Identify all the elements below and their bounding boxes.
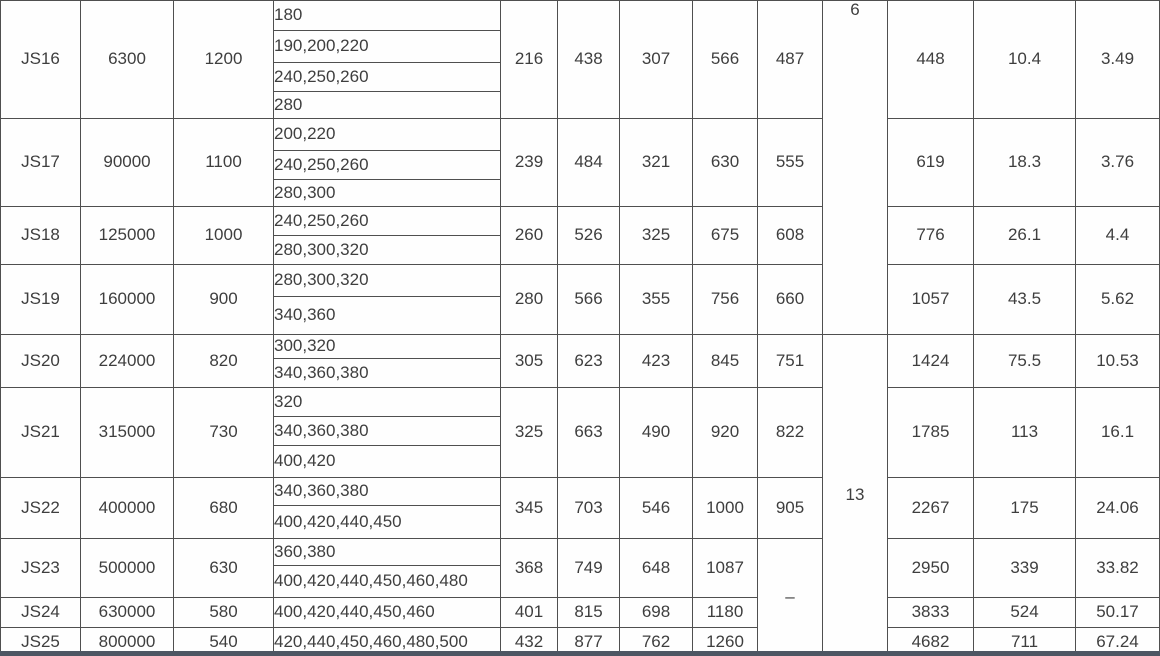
dim-cell: 675 [693,207,758,265]
value-cell: 4.4 [1076,207,1160,265]
value-cell: 4682 [888,628,974,656]
dim-cell: 305 [501,335,558,388]
value-cell: 16.1 [1076,388,1160,478]
bore-cell: 400,420,440,450,460 [274,598,501,628]
dim-cell: 239 [501,119,558,207]
dim-cell: 566 [693,1,758,119]
dim-cell: 749 [558,539,620,598]
value-cell: 1785 [888,388,974,478]
bore-cell: 240,250,260 [274,207,501,236]
dim-cell: 1260 [693,628,758,656]
dim-cell: 566 [558,265,620,335]
gutter-value-cell: 6 [823,1,888,335]
model-cell: JS19 [1,265,81,335]
value-cell: 580 [174,598,274,628]
value-cell: 820 [174,335,274,388]
value-cell: 33.82 [1076,539,1160,598]
bore-cell: 320 [274,388,501,417]
value-cell: 524 [974,598,1076,628]
dim-cell: 660 [758,265,823,335]
value-cell: 540 [174,628,274,656]
value-cell: 67.24 [1076,628,1160,656]
model-cell: JS16 [1,1,81,119]
dim-cell: 546 [620,478,693,539]
dim-cell: 822 [758,388,823,478]
value-cell: 630000 [81,598,174,628]
value-cell: 113 [974,388,1076,478]
value-cell: 339 [974,539,1076,598]
bore-cell: 360,380 [274,539,501,566]
dim-cell: 325 [501,388,558,478]
value-cell: 24.06 [1076,478,1160,539]
value-cell: 1200 [174,1,274,119]
dim-cell: 1000 [693,478,758,539]
value-cell: 448 [888,1,974,119]
bore-cell: 280,300 [274,180,501,207]
dim-cell: 487 [758,1,823,119]
bore-cell: 300,320 [274,335,501,359]
model-cell: JS17 [1,119,81,207]
dim-cell: 368 [501,539,558,598]
value-cell: 619 [888,119,974,207]
dim-cell: 401 [501,598,558,628]
value-cell: 3.76 [1076,119,1160,207]
model-cell: JS18 [1,207,81,265]
dim-cell: 756 [693,265,758,335]
dim-cell: 490 [620,388,693,478]
value-cell: 10.53 [1076,335,1160,388]
value-cell: 630 [174,539,274,598]
dim-cell: 555 [758,119,823,207]
value-cell: 776 [888,207,974,265]
bore-cell: 240,250,260 [274,151,501,180]
value-cell: 711 [974,628,1076,656]
value-cell: 1000 [174,207,274,265]
dim-cell: 608 [758,207,823,265]
dim-cell: 280 [501,265,558,335]
value-cell: 3.49 [1076,1,1160,119]
dim-cell: 845 [693,335,758,388]
dim-cell: 1180 [693,598,758,628]
dim-cell: 648 [620,539,693,598]
dim-cell: 345 [501,478,558,539]
value-cell: 1057 [888,265,974,335]
dim-cell: 325 [620,207,693,265]
bore-cell: 420,440,450,460,480,500 [274,628,501,656]
bore-cell: 280 [274,92,501,119]
bore-cell: 340,360,380 [274,359,501,388]
model-cell: JS22 [1,478,81,539]
dim-cell: 438 [558,1,620,119]
dim-cell: 623 [558,335,620,388]
dim-cell: 526 [558,207,620,265]
bore-cell: 400,420 [274,446,501,478]
model-cell: JS23 [1,539,81,598]
bore-cell: 280,300,320 [274,265,501,297]
dim-cell: 815 [558,598,620,628]
dim-cell: 484 [558,119,620,207]
model-cell: JS25 [1,628,81,656]
value-cell: 315000 [81,388,174,478]
dim-cell: 698 [620,598,693,628]
model-cell: JS24 [1,598,81,628]
value-cell: 175 [974,478,1076,539]
value-cell: 400000 [81,478,174,539]
value-cell: 2267 [888,478,974,539]
value-cell: 5.62 [1076,265,1160,335]
value-cell: 900 [174,265,274,335]
dim-cell: 703 [558,478,620,539]
gutter-value-cell: 13 [823,335,888,656]
table-bottom-border [0,651,1160,656]
model-cell: JS21 [1,388,81,478]
bore-cell: 180 [274,1,501,31]
dim-cell: 216 [501,1,558,119]
bore-cell: 340,360 [274,297,501,335]
value-cell: 680 [174,478,274,539]
dim-cell: 423 [620,335,693,388]
dim-cell: 751 [758,335,823,388]
dim-cell: 321 [620,119,693,207]
value-cell: 2950 [888,539,974,598]
bore-cell: 280,300,320 [274,236,501,265]
value-cell: 50.17 [1076,598,1160,628]
value-cell: 1100 [174,119,274,207]
dim-cell: 307 [620,1,693,119]
dim-cell: 260 [501,207,558,265]
model-cell: JS20 [1,335,81,388]
dim-cell: 1087 [693,539,758,598]
dim-cell: 762 [620,628,693,656]
value-cell: 500000 [81,539,174,598]
dim-cell: 630 [693,119,758,207]
value-cell: 800000 [81,628,174,656]
dim-cell: 355 [620,265,693,335]
value-cell: 160000 [81,265,174,335]
value-cell: 18.3 [974,119,1076,207]
dim-cell: 877 [558,628,620,656]
value-cell: 6300 [81,1,174,119]
value-cell: 3833 [888,598,974,628]
dim-cell: 920 [693,388,758,478]
bore-cell: 400,420,440,450,460,480 [274,566,501,598]
dim-cell: 432 [501,628,558,656]
value-cell: 43.5 [974,265,1076,335]
bore-cell: 240,250,260 [274,63,501,92]
value-cell: 90000 [81,119,174,207]
bore-cell: 340,360,380 [274,417,501,446]
value-cell: 75.5 [974,335,1076,388]
bore-cell: 340,360,380 [274,478,501,506]
dim-cell: 905 [758,478,823,539]
value-cell: 26.1 [974,207,1076,265]
dim-cell: 663 [558,388,620,478]
bore-cell: 200,220 [274,119,501,151]
bore-cell: 400,420,440,450 [274,506,501,539]
value-cell: 10.4 [974,1,1076,119]
bore-cell: 190,200,220 [274,31,501,63]
value-cell: 125000 [81,207,174,265]
value-cell: 1424 [888,335,974,388]
value-cell: 730 [174,388,274,478]
value-cell: 224000 [81,335,174,388]
dash-cell: – [758,539,823,656]
